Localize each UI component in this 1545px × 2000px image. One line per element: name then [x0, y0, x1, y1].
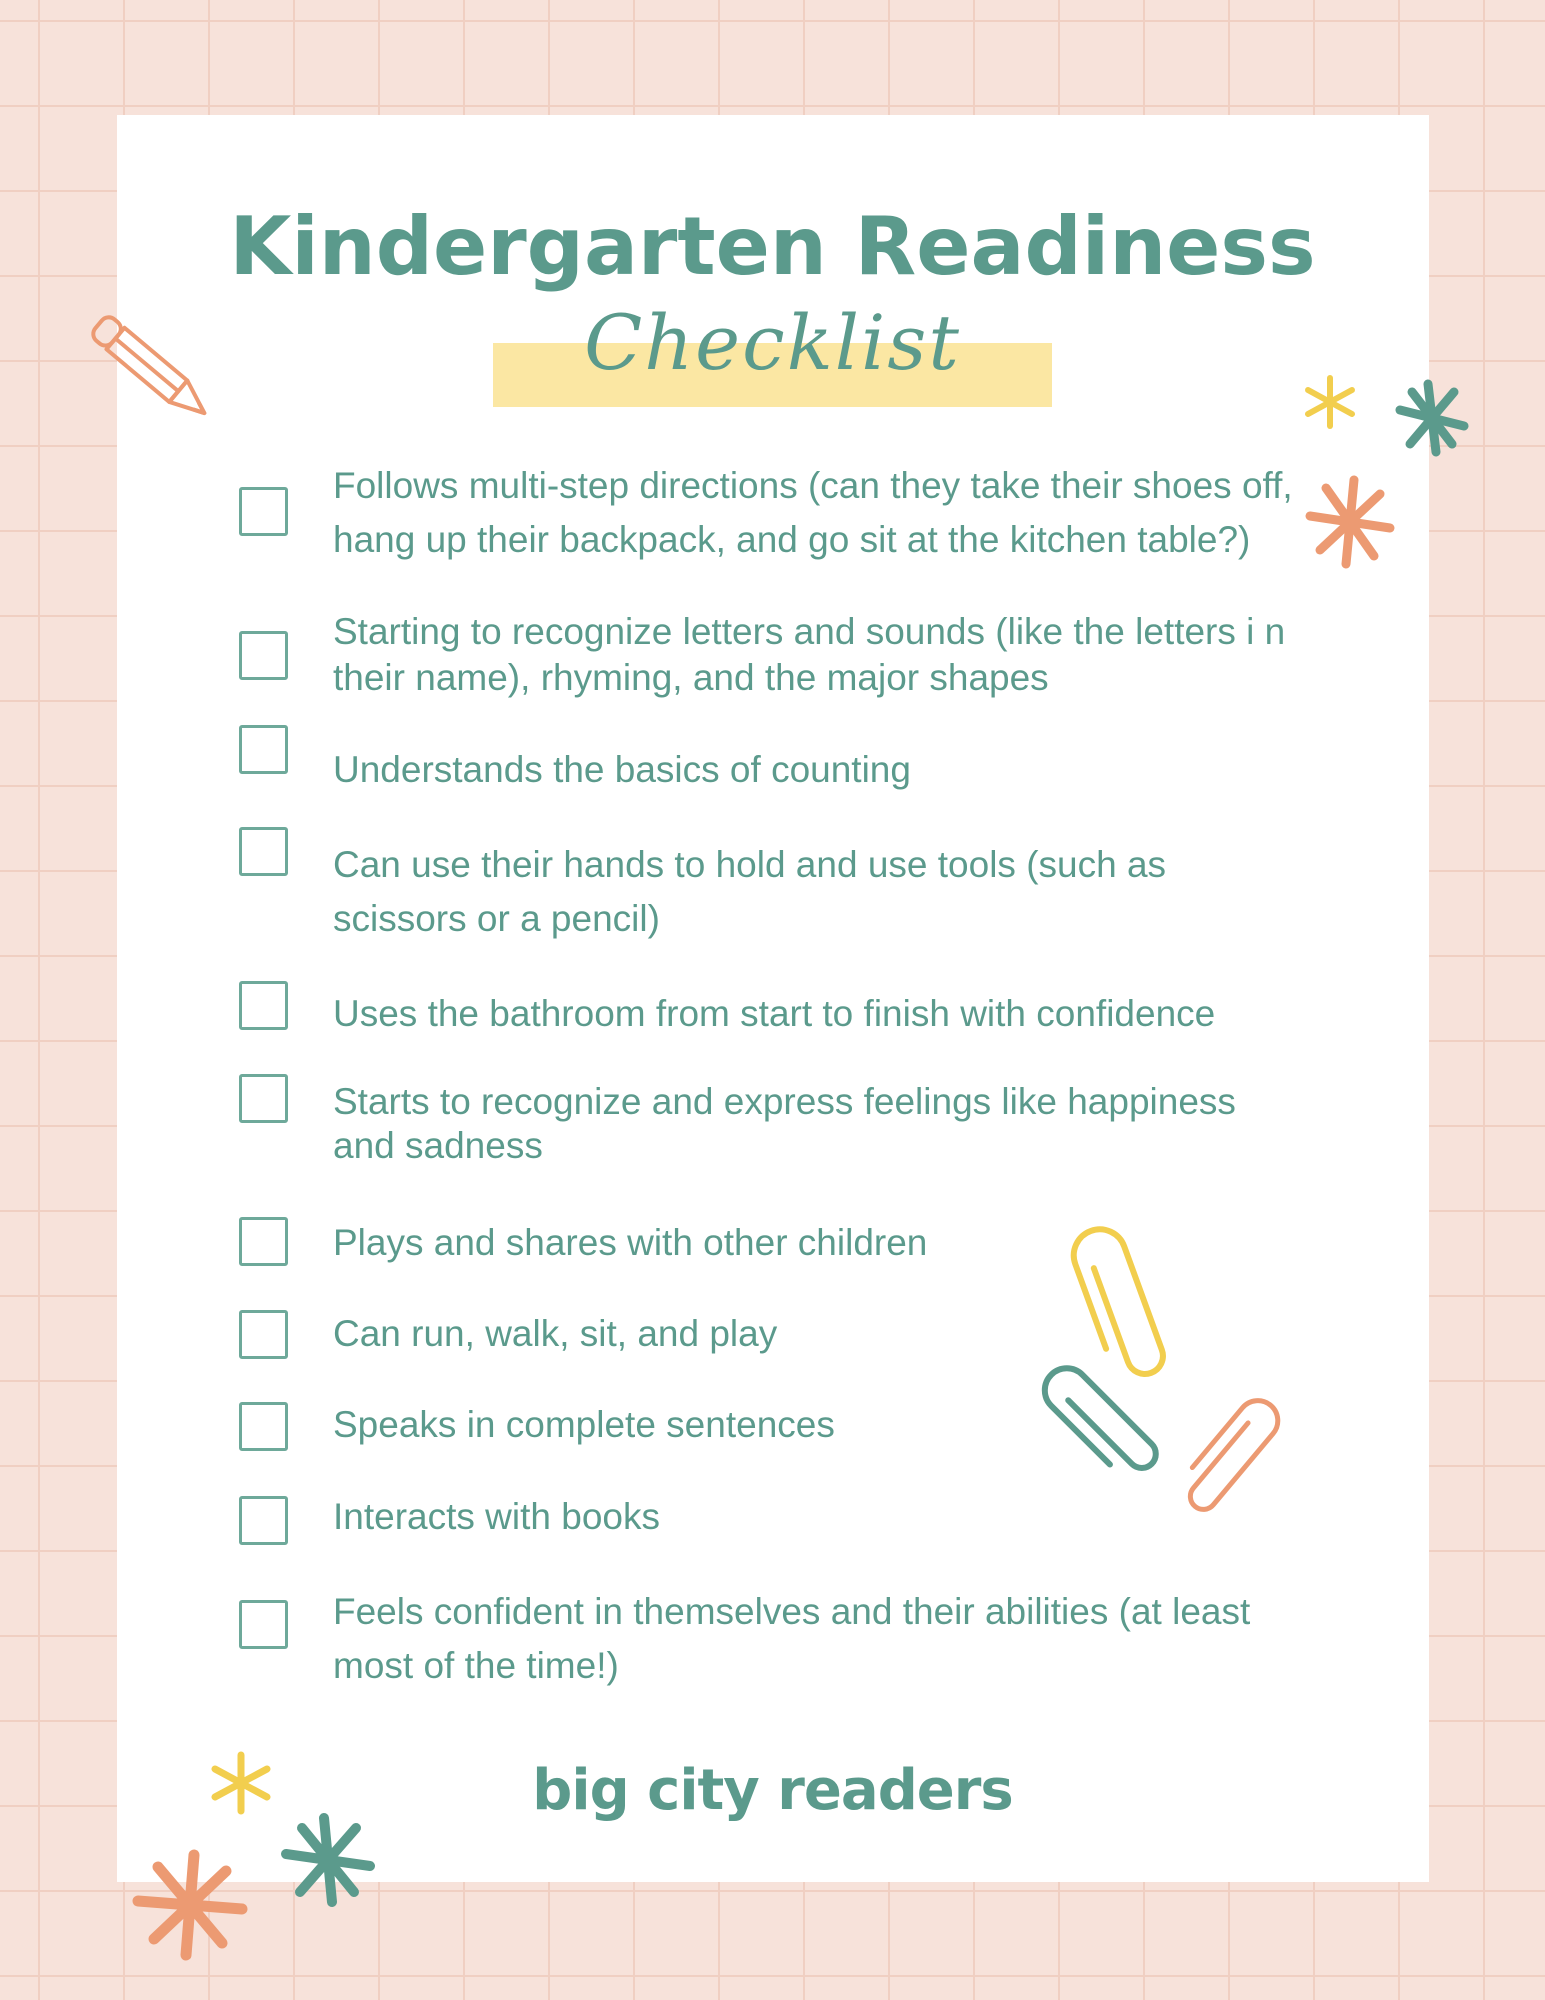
pencil-icon [68, 290, 238, 450]
asterisk-icon [280, 1812, 376, 1908]
checkbox[interactable] [239, 1496, 288, 1545]
asterisk-icon [1392, 378, 1472, 458]
checklist-item-text: Starting to recognize letters and sounds (like the letters i n their name), rhyming, and the major shapes [333, 611, 1286, 698]
checkbox[interactable] [239, 631, 288, 680]
paperclip-icon [1170, 1390, 1290, 1530]
checkbox[interactable] [239, 725, 288, 774]
checklist-item-text: Understands the basics of counting [333, 749, 911, 790]
checkbox[interactable] [239, 981, 288, 1030]
checklist-item-text: Speaks in complete sentences [333, 1404, 835, 1445]
checkbox[interactable] [239, 1310, 288, 1359]
checklist-item-text: Can run, walk, sit, and play [333, 1313, 778, 1354]
checkbox[interactable] [239, 827, 288, 876]
brand-logo: big city readers [532, 1758, 1013, 1823]
asterisk-icon [1302, 474, 1398, 570]
checkbox[interactable] [239, 487, 288, 536]
page-title: Kindergarten Readiness [229, 200, 1316, 293]
checklist-item-text: Feels confident in themselves and their abilities (at least most of the time!) [333, 1591, 1251, 1686]
checkbox[interactable] [239, 1074, 288, 1123]
checklist-item-text: Plays and shares with other children [333, 1222, 928, 1263]
checkbox[interactable] [239, 1402, 288, 1451]
checklist-item-text: Starts to recognize and express feelings like happiness and sadness [333, 1081, 1236, 1166]
checkbox[interactable] [239, 1600, 288, 1649]
checklist-item-text: Can use their hands to hold and use tools (such as scissors or a pencil) [333, 844, 1167, 939]
checklist-item-text: Follows multi-step directions (can they take their shoes off, hang up their backpack, and go sit at the kitchen table?) [333, 465, 1293, 560]
paperclip-icon [1035, 1350, 1175, 1490]
checklist-item-text: Uses the bathroom from start to finish with confidence [333, 993, 1216, 1034]
asterisk-icon [208, 1750, 274, 1816]
checklist-item-text: Interacts with books [333, 1496, 660, 1537]
page-subtitle: Checklist [584, 298, 961, 387]
checkbox[interactable] [239, 1217, 288, 1266]
asterisk-icon [1300, 372, 1360, 432]
asterisk-icon [130, 1850, 250, 1960]
